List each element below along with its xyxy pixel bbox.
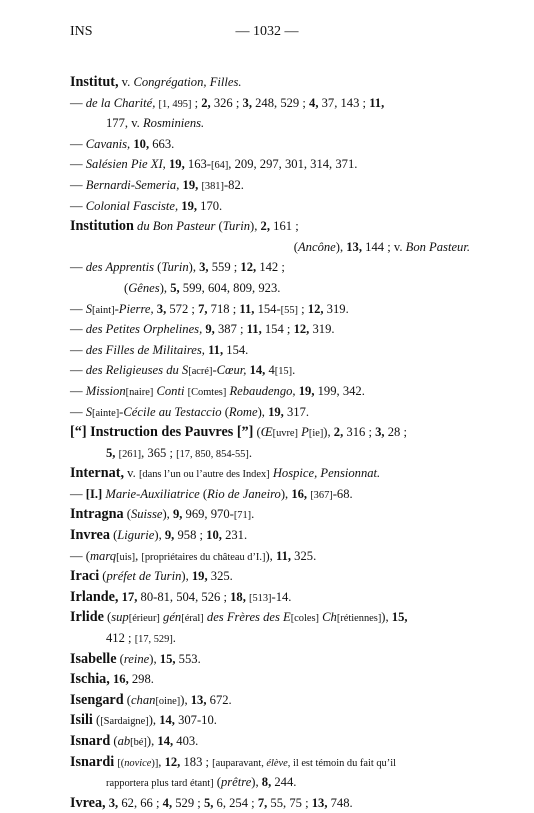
index-line: Isengard (chan[oine]), 13, 672. <box>70 691 232 708</box>
index-line: — des Apprentis (Turin), 3, 559 ; 12, 142 ; <box>70 260 285 275</box>
index-line: — S[aint]-Pierre, 3, 572 ; 7, 718 ; 11, 154-[55] ; 12, 319. <box>70 301 349 316</box>
index-line: Isnardi [(novice)], 12, 183 ; [auparavant, élève, il est témoin du fait qu’il <box>70 753 396 770</box>
index-line: Irlande, 17, 80-81, 504, 526 ; 18, [513]-14. <box>70 588 292 605</box>
index-line: — des Religieuses du S[acré]-Cœur, 14, 4[15]. <box>70 363 296 378</box>
index-line: — de la Charité, [1, 495] ; 2, 326 ; 3, 248, 529 ; 4, 37, 143 ; 11, <box>70 95 385 110</box>
index-line: Ischia, 16, 298. <box>70 671 154 688</box>
index-line: — Mission[naire] Conti [Comtes] Rebaudengo, 19, 199, 342. <box>70 383 365 398</box>
index-line: Irlide (sup[érieur] gén[éral] des Frères des E[coles] Ch[rétiennes]), 15, <box>70 609 408 626</box>
index-line: (Ancône), 13, 144 ; v. Bon Pasteur. <box>293 239 470 254</box>
index-line: [“] Instruction des Pauvres [”] (Œ[uvre] P[ie]), 2, 316 ; 3, 28 ; <box>70 424 407 441</box>
index-line: Intragna (Suisse), 9, 969, 970-[71]. <box>70 506 255 523</box>
index-line: Isabelle (reine), 15, 553. <box>70 650 201 667</box>
index-line: — Colonial Fasciste, 19, 170. <box>70 198 223 213</box>
index-line: — des Filles de Militaires, 11, 154. <box>70 342 249 357</box>
index-line: Isili ([Sardaigne]), 14, 307-10. <box>70 712 217 729</box>
index-line: — S[ainte]-Cécile au Testaccio (Rome), 19, 317. <box>70 404 310 419</box>
index-line: rapportera plus tard étant] (prêtre), 8, 244. <box>106 775 297 790</box>
page-number: — 1032 — <box>235 24 299 39</box>
index-line: Isnard (ab[bé]), 14, 403. <box>70 733 199 749</box>
index-entries <box>70 72 470 813</box>
index-line: 5, [261], 365 ; [17, 850, 854-55]. <box>106 445 252 460</box>
index-line: Iraci (préfet de Turin), 19, 325. <box>70 568 233 585</box>
index-line: Institut, v. Congrégation, Filles. <box>70 74 242 90</box>
index-line: — (marq[uis], [propriétaires du château d’I.]), 11, 325. <box>70 548 317 563</box>
index-line: Institution du Bon Pasteur (Turin), 2, 161 ; <box>70 218 299 235</box>
index-line: 412 ; [17, 529]. <box>106 631 176 646</box>
index-line: — [I.] Marie-Auxiliatrice (Rio de Janeiro), 16, [367]-68. <box>70 486 353 501</box>
index-line: Ivrea, 3, 62, 66 ; 4, 529 ; 5, 6, 254 ; 7, 55, 75 ; 13, 748. <box>70 794 353 811</box>
index-line: 177, v. Rosminiens. <box>106 116 205 131</box>
index-line: — des Petites Orphelines, 9, 387 ; 11, 154 ; 12, 319. <box>70 322 335 337</box>
index-line: — Salésien Pie XI, 19, 163-[64], 209, 297, 301, 314, 371. <box>70 157 358 172</box>
index-line: (Gênes), 5, 599, 604, 809, 923. <box>124 280 281 295</box>
index-line: — Bernardi-Semeria, 19, [381]-82. <box>70 177 244 192</box>
index-line: Invrea (Ligurie), 9, 958 ; 10, 231. <box>70 527 248 544</box>
index-line: — Cavanis, 10, 663. <box>70 136 175 151</box>
running-head: INS <box>70 24 93 39</box>
index-line: Internat, v. [dans l’un ou l’autre des Index] Hospice, Pensionnat. <box>70 465 381 482</box>
